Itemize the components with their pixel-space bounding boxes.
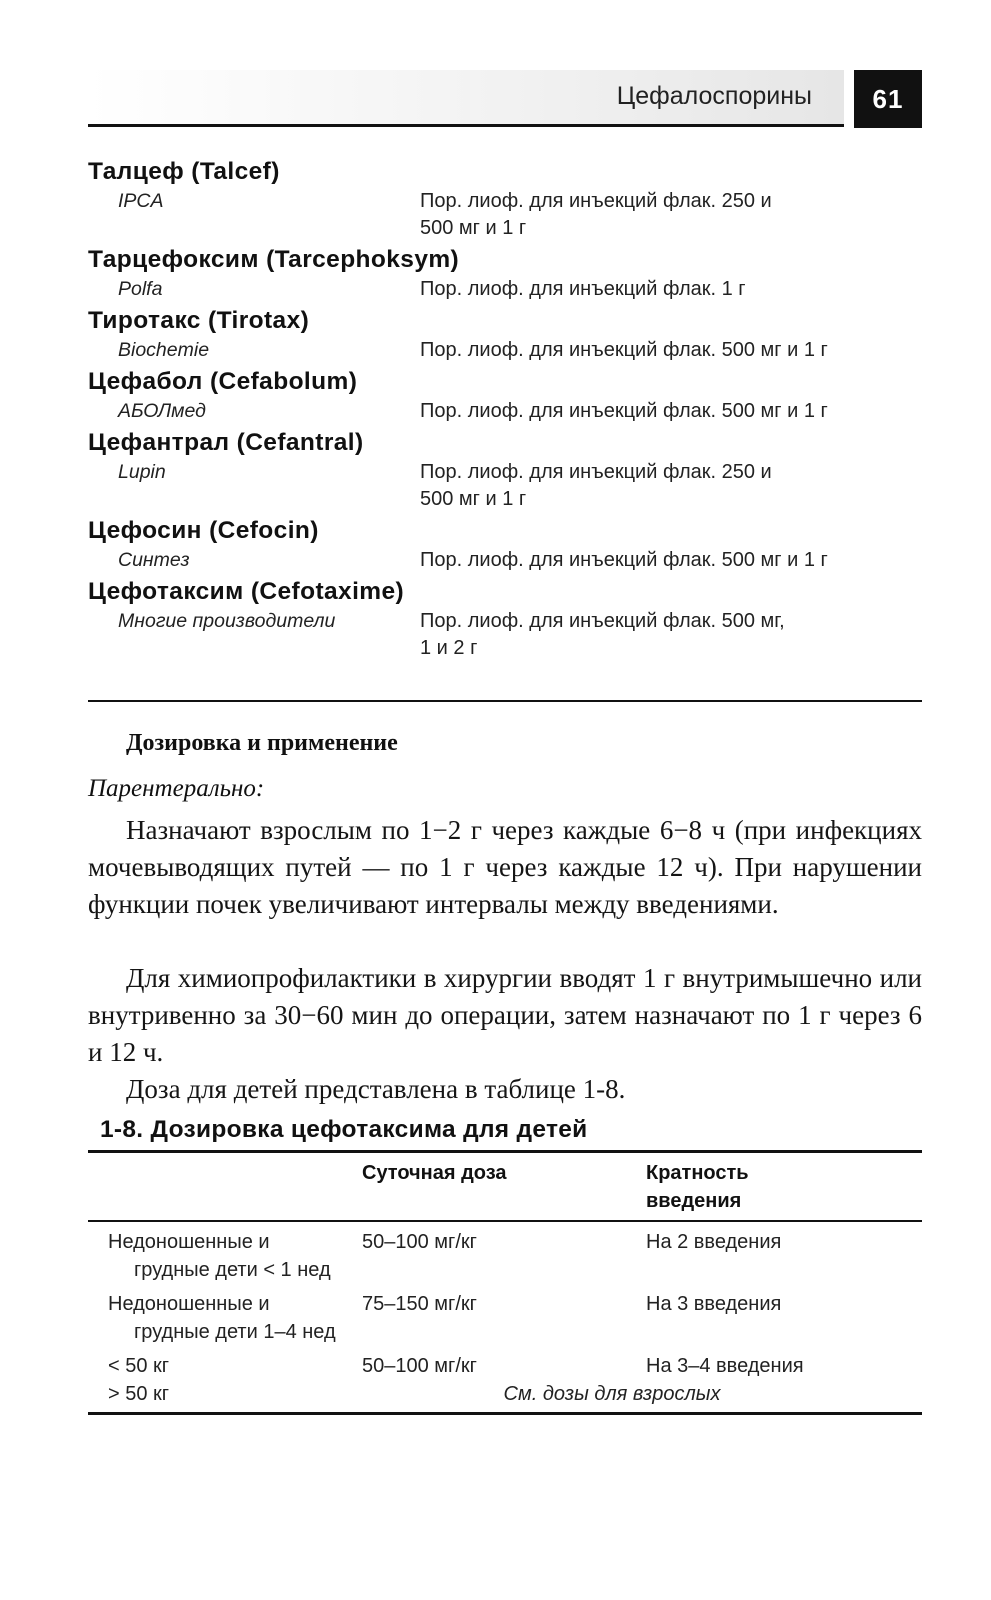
column-header-text: Кратность введения [646, 1162, 749, 1212]
drug-name: Цефантрал (Cefantral) [88, 429, 364, 456]
dosage-form [420, 398, 922, 425]
drug-entry [88, 156, 922, 242]
drug-name: Тарцефоксим (Tarcephoksym) [88, 246, 460, 273]
table-cell [88, 1228, 362, 1284]
dosage-form-line: 500 мг и 1 г [420, 217, 527, 239]
table-note-cell: См. дозы для взрослых [503, 1383, 721, 1405]
column-header: Суточная доза [362, 1162, 507, 1184]
drug-name: Цефотаксим (Cefotaxime) [88, 578, 405, 605]
drug-entry [88, 427, 922, 513]
dosage-form [420, 547, 922, 574]
drug-name: Цефосин (Cefocin) [88, 517, 319, 544]
drug-entry [88, 576, 922, 662]
dosage-form-line: Пор. лиоф. для инъекций флак. 500 мг и 1 г [420, 400, 828, 422]
table-cell: < 50 кг [108, 1355, 170, 1377]
dosage-form-line: 500 мг и 1 г [420, 488, 527, 510]
dosage-form [420, 459, 922, 513]
dosage-form-line: Пор. лиоф. для инъекций флак. 250 и [420, 461, 772, 483]
dosage-form-line: Пор. лиоф. для инъекций флак. 250 и [420, 190, 772, 212]
table-header-row [88, 1153, 922, 1220]
body-paragraph: Для химиопрофилактики в хирургии вводят 1 г внутримышечно или внутривенно за 30−60 мин до операции, затем назначают по 1 г через 6 и 12 ч. [88, 963, 922, 1067]
drug-entry [88, 305, 922, 364]
dosage-form-line: Пор. лиоф. для инъекций флак. 1 г [420, 278, 746, 300]
manufacturer: Biochemie [118, 339, 210, 361]
cell-text: Недоношенные и [108, 1293, 270, 1315]
table-body [88, 1222, 922, 1412]
cell-text: грудные дети 1–4 нед [134, 1321, 336, 1343]
manufacturer: IPCA [118, 190, 164, 212]
cell-text: грудные дети < 1 нед [134, 1259, 331, 1281]
table-bottom-rule [88, 1412, 922, 1415]
table-cell: 50–100 мг/кг [362, 1355, 477, 1377]
column-header [88, 1159, 362, 1215]
drug-list-end-rule [88, 700, 922, 702]
dosage-form-line: 1 и 2 г [420, 637, 478, 659]
table-cell: 50–100 мг/кг [362, 1231, 477, 1253]
page-number: 61 [854, 70, 922, 128]
manufacturer: Многие производители [118, 610, 336, 632]
running-title: Цефалоспорины [616, 82, 812, 110]
manufacturer: Lupin [118, 461, 166, 483]
drug-entry [88, 515, 922, 574]
dosage-form-line: Пор. лиоф. для инъекций флак. 500 мг, [420, 610, 785, 632]
cell-text: Недоношенные и [108, 1231, 270, 1253]
section-heading: Дозировка и применение [126, 730, 398, 756]
drug-name: Талцеф (Talcef) [88, 158, 280, 185]
table-cell: На 3 введения [646, 1293, 782, 1315]
table-cell: На 2 введения [646, 1231, 782, 1253]
table-row [88, 1352, 922, 1380]
drug-name: Тиротакс (Tirotax) [88, 307, 310, 334]
dosage-form [420, 337, 922, 364]
drug-entry [88, 366, 922, 425]
body-paragraph: Доза для детей представлена в таблице 1-8. [126, 1074, 626, 1104]
dosage-form-line: Пор. лиоф. для инъекций флак. 500 мг и 1 г [420, 339, 828, 361]
table-cell: На 3–4 введения [646, 1355, 804, 1377]
manufacturer: Polfa [118, 278, 163, 300]
table-row [88, 1290, 922, 1346]
header-rule [88, 124, 844, 127]
dosage-form [420, 276, 922, 303]
table-cell [88, 1290, 362, 1346]
table-cell: 75–150 мг/кг [362, 1293, 477, 1315]
drug-name: Цефабол (Cefabolum) [88, 368, 358, 395]
table-caption: 1-8. Дозировка цефотаксима для детей [100, 1116, 588, 1143]
dosage-form-line: Пор. лиоф. для инъекций флак. 500 мг и 1 г [420, 549, 828, 571]
page-header [88, 70, 922, 128]
dosage-form [420, 608, 922, 662]
manufacturer: АБОЛмед [118, 400, 206, 422]
table-row [88, 1380, 922, 1408]
column-header [646, 1159, 922, 1215]
route-subheading: Парентерально: [88, 775, 265, 802]
dosage-table [88, 1150, 922, 1415]
drug-entry [88, 244, 922, 303]
drug-list [88, 156, 922, 664]
table-row [88, 1228, 922, 1284]
table-cell: > 50 кг [108, 1383, 170, 1405]
body-paragraph: Назначают взрослым по 1−2 г через каждые 6−8 ч (при инфекциях мочевыводящих путей — по 1 г через каждые 12 ч). При нарушении функции почек увеличивают интервалы между введениями. [88, 815, 922, 919]
dosage-form [420, 188, 922, 242]
manufacturer: Синтез [118, 549, 190, 571]
